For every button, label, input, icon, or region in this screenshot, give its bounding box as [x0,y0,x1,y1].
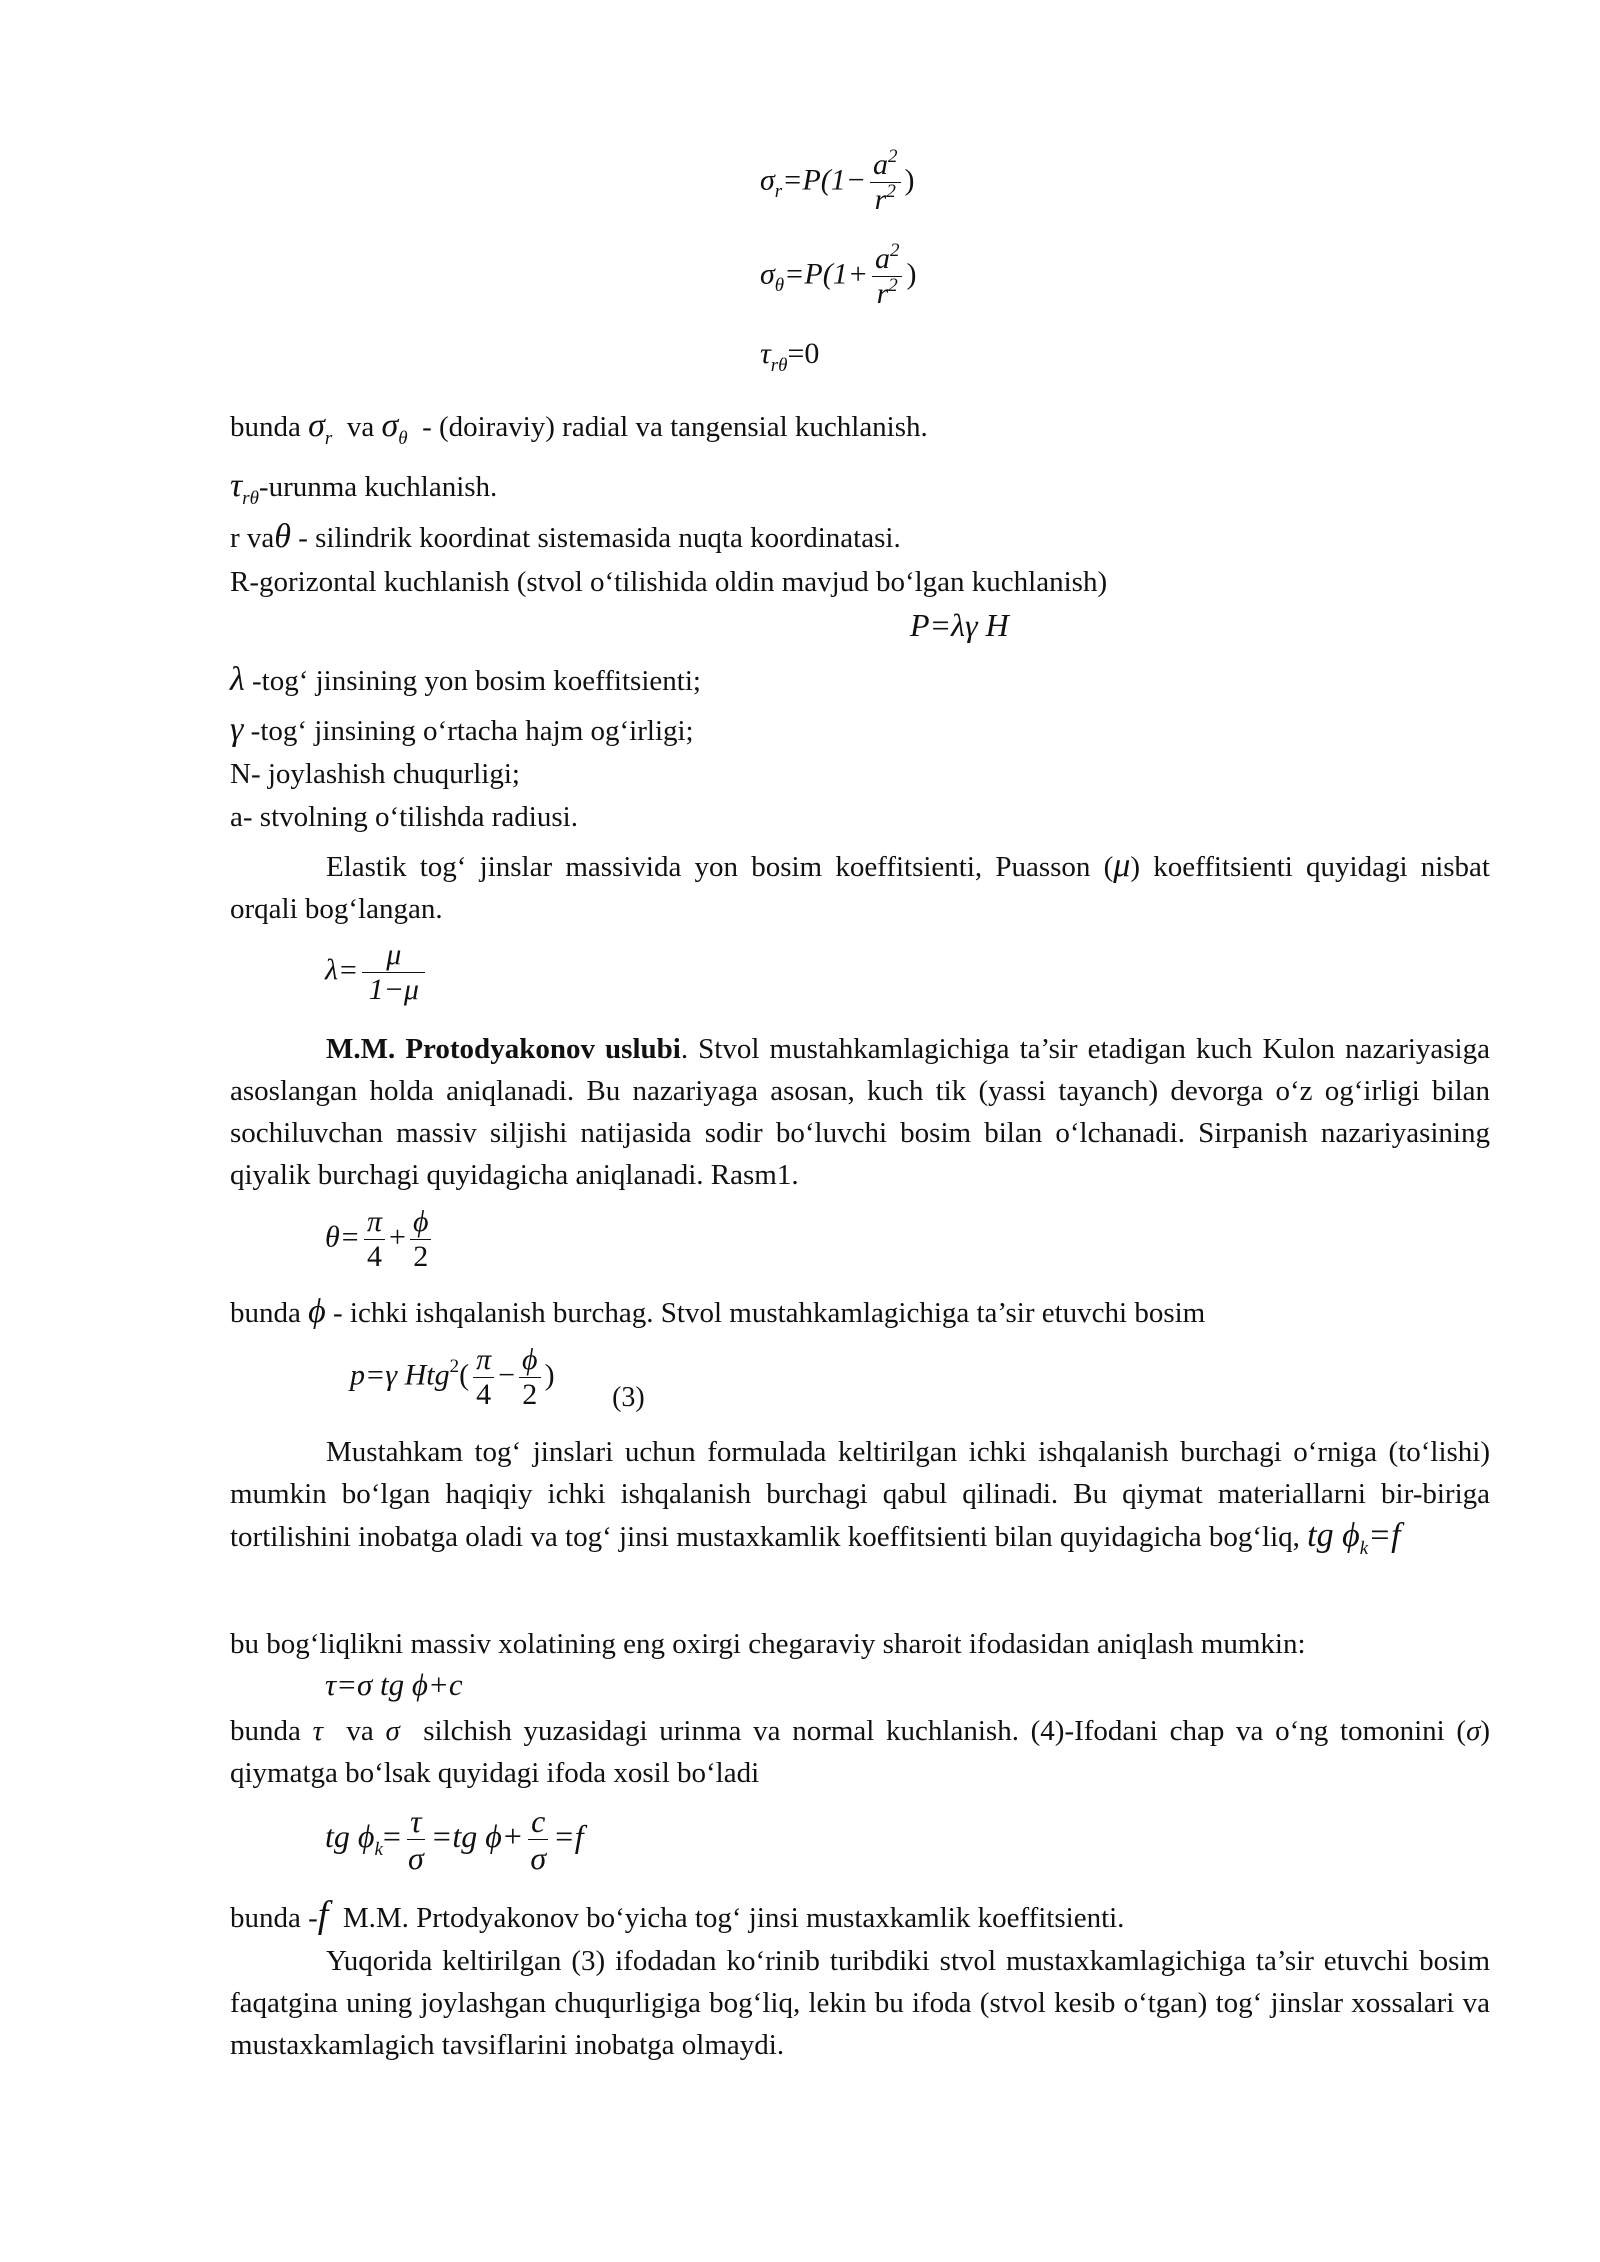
equation-tau: $\tau_{r\theta}=0$ [760,337,820,376]
equation-P: P=λγ H [910,607,1009,643]
text-line-tau: $\tau_{r\theta}$-urunma kuchlanish. [230,467,498,509]
text-line-boglik: bu bog‘liqlikni massiv xolatining eng oxirgi chegaraviy sharoit ifodasidan aniqlash mumkin: [230,1628,1306,1660]
text-line-a: a- stvolning o‘tilishda radiusi. [230,801,578,833]
paragraph-elastik: Elastik tog‘ jinslar massivida yon bosim koeffitsienti, Puasson (μ) koeffitsienti quyidagi nisbat orqali bog‘langan. [230,847,1490,925]
equation-tau-sigma: τ=σ tg ϕ+c [325,1667,463,1702]
paragraph-yuqorida: Yuqorida keltirilgan (3) ifodadan ko‘rinib turibdiki stvol mustaxkamlagichiga ta’sir etuvchi bosim faqatgina uning joylashgan chuqurligiga bog‘liq, lekin bu ifoda (stvol kesib o‘tgan) tog‘ jinslar xossalari va mustaxkamlagich tavsiflarini inobatga olmaydi. [230,1945,1490,2061]
text-line-lambda: λ -tog‘ jinsining yon bosim koeffitsienti; [230,661,701,698]
equation-theta: θ= $\frac{\pi}{4}$ + $\frac{\phi}{2}$ [325,1207,435,1272]
equation-lambda: λ= $\frac{\mu}{1-\mu}$ [325,940,429,1005]
equation-tg-phi-k: tg $\phi_k=$ $\frac{\tau}{\sigma}$ =tg ϕ+ $\frac{c}{\sigma}$ =f [325,1803,584,1876]
paragraph-silchish: bunda τ va σ silchish yuzasidagi urinma va normal kuchlanish. (4)-Ifodani chap va o‘ng tomonini (σ) qiymatga bo‘lsak quyidagi ifoda xosil bo‘ladi [230,1715,1491,1789]
text-line-sigma: bunda $\sigma_r$ va $\sigma_\theta$ - (doiraviy) radial va tangensial kuchlanish. [230,407,928,449]
text-line-phi: bunda ϕ - ichki ishqalanish burchag. Stvol mustahkamlagichiga ta’sir etuvchi bosim [230,1293,1206,1330]
text-line-r: R-gorizontal kuchlanish (stvol o‘tilishida oldin mavjud bo‘lgan kuchlanish) [230,566,1108,598]
paragraph-protodyakonov: M.M. Protodyakonov uslubi. Stvol mustahkamlagichiga ta’sir etadigan kuch Kulon nazariyasiga asoslangan holda aniqlanadi. Bu nazariyaga asosan, kuch tik (yassi tayanch) devorga o‘z og‘irligi bilan sochiluvchan massiv siljishi natijasida sodir bo‘luvchi bosim bilan o‘lchanadi. Sirpanish nazariyasining qiyalik burchagi quyidagicha aniqlanadi. Rasm1. [230,1033,1490,1191]
equation-number: (3) [612,1382,645,1414]
equation-sigma-r: $\sigma_r=P(1-$ $\frac{a^2}{r^2}$ ) [760,146,915,216]
paragraph-mustahkam: Mustahkam tog‘ jinslari uchun formulada keltirilgan ichki ishqalanish burchagi o‘rniga (to‘lishi) mumkin bo‘lgan haqiqiy ichki ishqalanish burchagi qabul qilinadi. Bu qiymat materiallarni bir-biriga tortilishini inobatga oladi va tog‘ jinsi mustaxkamlik koeffitsienti bilan quyidagicha bog‘liq, tg $\phi_k=f$ [230,1436,1490,1559]
equation-sigma-theta: $\sigma_\theta=P(1+$ $\frac{a^2}{r^2}$ ) [760,240,917,310]
text-line-N: N- joylashish chuqurligi; [230,758,520,790]
text-line-gamma: γ -tog‘ jinsining o‘rtacha hajm og‘irligi; [230,711,694,748]
equation-p: p=γ Htg$^2$( $\frac{\pi}{4}$ − $\frac{\phi}{2}$ ) (3) [350,1343,645,1414]
text-line-f: bunda -f M.M. Prtodyakonov bo‘yicha tog‘ jinsi mustaxkamlik koeffitsienti. [230,1894,1125,1936]
text-line-theta: r vaθ - silindrik koordinat sistemasida nuqta koordinatasi. [230,518,901,555]
